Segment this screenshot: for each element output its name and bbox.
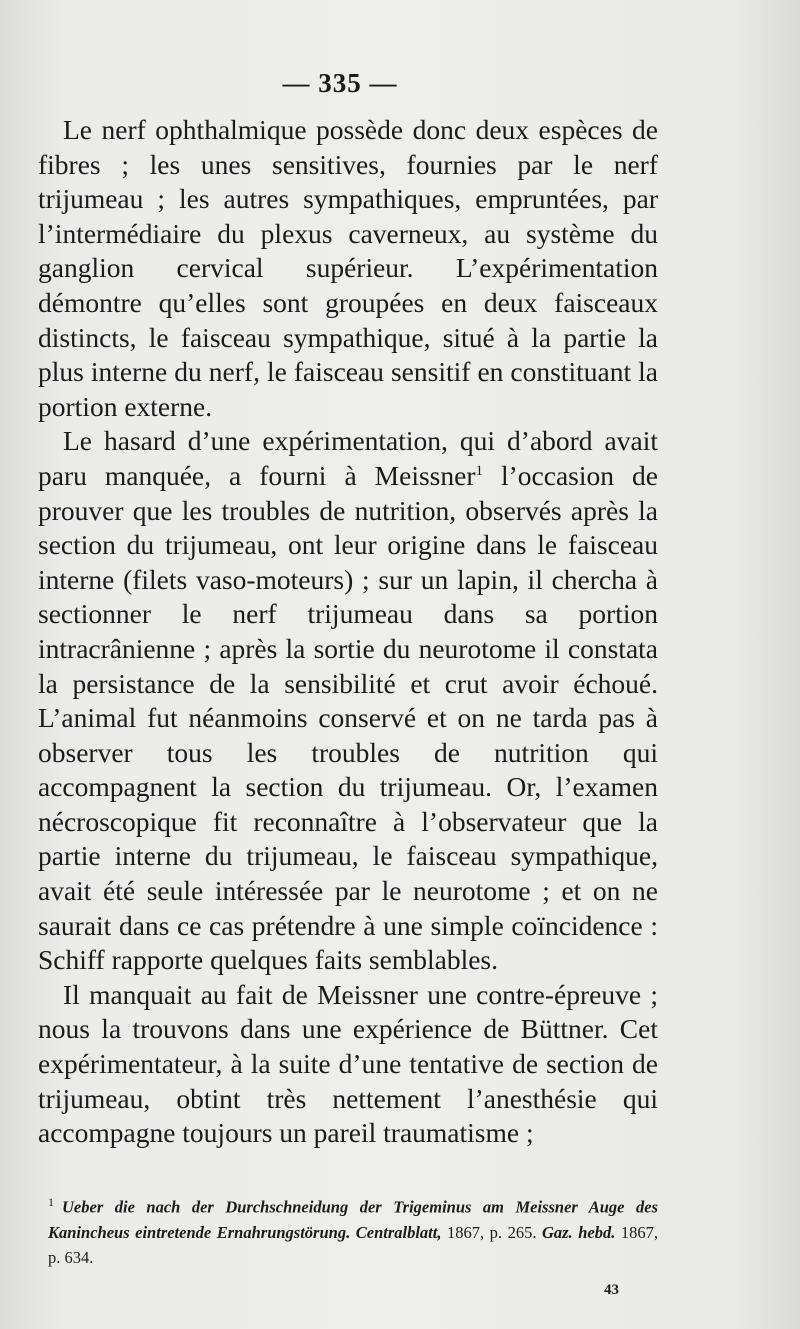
paragraph-2 <box>38 424 658 978</box>
paragraph-1: Le nerf ophthalmique possède donc deux espèces de fibres ; les unes sensitives, fournies par le nerf trijumeau ; les autres sympathiques, empruntées, par l’intermédiaire du plexus caverneux, au système du ganglion cervical supérieur. L’expérimentation démontre qu’elles sont groupées en deux faisceaux distincts, le faisceau sympathique, situé à la partie la plus interne du nerf, le faisceau sensitif en constituant la portion externe. <box>38 114 658 422</box>
paragraph-2-part-1: Le hasard d’une expérimentation, qui d’abord avait paru manquée, a fourni à Meissner <box>38 425 658 491</box>
footnote-title: Ueber die nach der Durchschneidung der Trigeminus am Meissner Auge des Kanincheus eintretende Ernahrungstörung. Centralblatt, <box>48 1197 658 1242</box>
page-number: — 335 — <box>282 68 398 98</box>
footnote <box>48 1190 658 1270</box>
body-text <box>38 113 658 1151</box>
footnote-reference-1: 1867, p. 265. <box>441 1222 542 1242</box>
footnote-journal: Gaz. hebd. <box>541 1222 616 1242</box>
footnote-reference[interactable]: 1 <box>475 462 483 479</box>
footnote-reference-2: 1867, p. 634. <box>48 1222 658 1267</box>
paragraph-2-part-2: l’occasion de prouver que les troubles de nutrition, observés après la section du trijumeau, ont leur origine dans le faisceau interne (filets vaso-moteurs) ; sur un lapin, il chercha à sectionner le nerf trijumeau dans sa portion intracrânienne ; après la sortie du neurotome il constata la persistance de la sensibilité et crut avoir échoué. L’animal fut néanmoins conservé et on ne tarda pas à observer tous les troubles de nutrition qui accompagnent la section du trijumeau. Or, l’examen nécroscopique fit reconnaître à l’observateur que la partie interne du trijumeau, le faisceau sympathique, avait été seule intéressée par le neurotome ; et on ne saurait dans ce cas prétendre à une simple coïncidence : Schiff rapporte quelques faits semblables. <box>38 459 658 976</box>
paragraph-3: Il manquait au fait de Meissner une contre-épreuve ; nous la trouvons dans une expérience de Büttner. Cet expérimentateur, à la suite d’une tentative de section de trijumeau, obtint très nettement l’anesthésie qui accompagne toujours un pareil traumatisme ; <box>38 978 658 1149</box>
footnote-number: 1 <box>48 1195 54 1209</box>
signature-number: 43 <box>604 1282 619 1298</box>
